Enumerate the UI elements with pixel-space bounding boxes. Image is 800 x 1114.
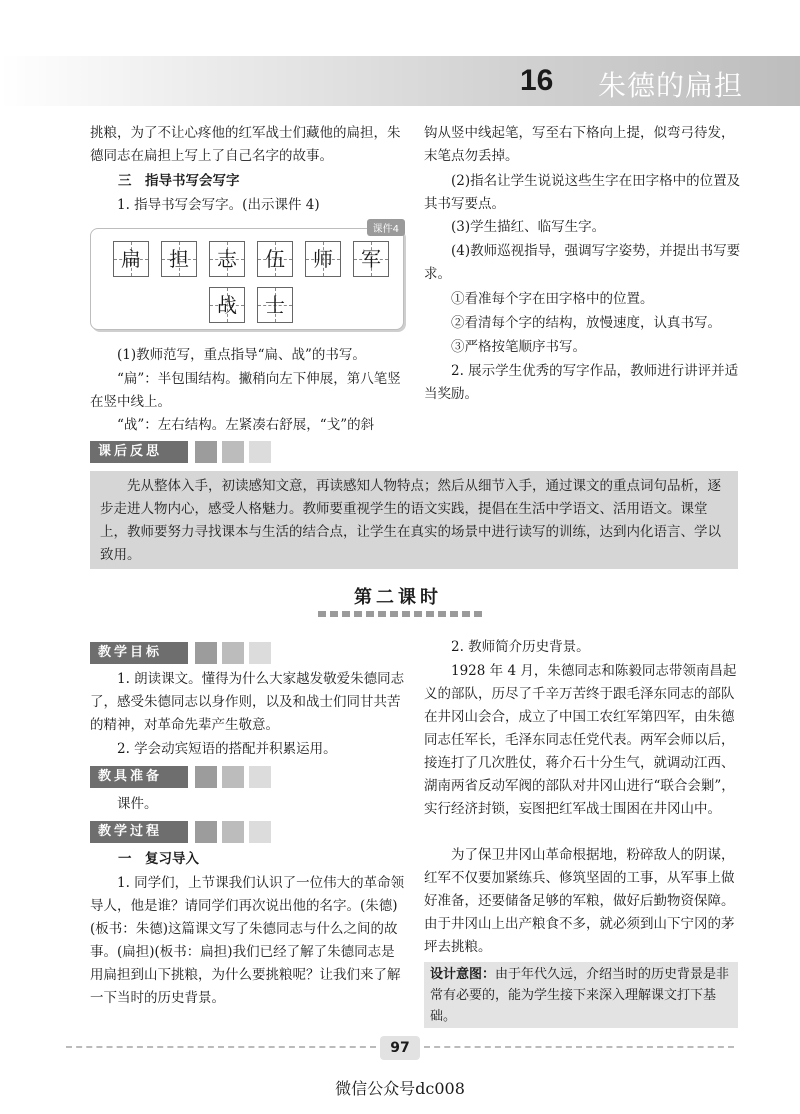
reflection-box	[90, 471, 738, 569]
section-label-goals: 教学目标	[90, 642, 188, 664]
tian-grid-char: 军	[353, 241, 389, 277]
design-intent-label: 设计意图：	[430, 967, 496, 982]
tian-grid-char: 伍	[257, 241, 293, 277]
courseware-tag: 课件4	[367, 219, 405, 236]
page-number: 97	[380, 1036, 420, 1060]
section-label-process: 教学过程	[90, 821, 188, 843]
session-title: 第二课时	[354, 587, 442, 608]
lesson-title: 朱德的扁担	[598, 69, 744, 102]
paragraph-history-1: 1928 年 4 月，朱德同志和陈毅同志带领南昌起义的部队，历尽了千辛万苦终于跟毛泽东同志的部队在井冈山会合，成立了中国工农红军第四军，由朱德同志任军长，毛泽东同志任党代表。两军会师以后，接连打了几次胜仗，蒋介石十分生气，就调动江西、湖南两省反动军阀的部队对井冈山进行“联合会剿”，实行经济封锁，妄图把红军战士围困在井冈山中。	[424, 663, 737, 817]
paragraph-history-2: 为了保卫井冈山革命根据地，粉碎敌人的阴谋，红军不仅要加紧练兵、修筑坚固的工事，从军事上做好准备，还要储备足够的军粮，做好后勤物资保障。由于井冈山上出产粮食不多，就必须到山下宁冈的茅坪去挑粮。	[424, 847, 735, 955]
goal-2: 2. 学会动宾短语的搭配并积累运用。	[117, 741, 337, 757]
tian-grid-char: 担	[161, 241, 197, 277]
design-intent-text	[430, 964, 732, 1027]
requirement-3: ③严格按笔顺序书写。	[451, 339, 586, 355]
paragraph-bian-note: “扁”：半包围结构。撇稍向左下伸展，第八笔竖在竖中线上。	[90, 371, 401, 410]
design-intent-box	[424, 962, 738, 1028]
paragraph-showcase: 2. 展示学生优秀的写字作品，教师进行讲评并适当奖励。	[424, 363, 739, 402]
section-heading-writing: 三 指导书写会写字	[118, 173, 240, 189]
tools-text: 课件。	[117, 796, 158, 812]
tian-grid-char: 志	[209, 241, 245, 277]
paragraph-review-intro: 1. 同学们，上节课我们认识了一位伟大的革命领导人，他是谁？请同学们再次说出他的名字。(朱德)(板书：朱德)这篇课文写了朱德同志与什么之间的故事。(扁担)(板书：扁担)我们已经了解了朱德同志是用扁担到山下挑粮，为什么要挑粮呢？让我们来了解一下当时的历史背景。	[90, 875, 405, 1006]
decor-square	[249, 642, 271, 664]
reflection-text: 先从整体入手，初读感知文意，再读感知人物特点；然后从细节入手，通过课文的重点词句品析，逐步走进人物内心，感受人格魅力。教师要重视学生的语文实践，提倡在生活中学语文、活用语文。课堂上，教师要努力寻找课本与生活的结合点，让学生在真实的场景中进行读写的训练，达到内化语言、学以致用。	[100, 478, 721, 563]
paragraph-zhan-continued: 钩从竖中线起笔，写至右下格向上提，似弯弓待发，末笔点勿丢掉。	[424, 125, 735, 164]
paragraph-story-summary: 挑粮，为了不让心疼他的红军战士们藏他的扁担，朱德同志在扁担上写上了自己名字的故事。	[90, 125, 401, 164]
decor-square	[249, 821, 271, 843]
footer-watermark-text: 微信公众号dc008	[335, 1079, 465, 1098]
decor-square	[195, 441, 217, 463]
footer-divider-right	[424, 1046, 734, 1048]
footer-divider-left	[66, 1046, 376, 1048]
tian-grid-char: 师	[305, 241, 341, 277]
decor-square	[222, 642, 244, 664]
paragraph-step4: (4)教师巡视指导，强调写字姿势，并提出书写要求。	[424, 243, 741, 282]
section-label-tools: 教具准备	[90, 766, 188, 788]
decor-square	[249, 441, 271, 463]
paragraph-model-writing: (1)教师范写，重点指导“扁、战”的书写。	[117, 347, 366, 363]
section-heading-review: 一 复习导入	[118, 851, 199, 867]
paragraph-step2: (2)指名让学生说说这些生字在田字格中的位置及其书写要点。	[424, 173, 741, 212]
decor-square	[249, 766, 271, 788]
paragraph-zhan-note: “战”：左右结构。左紧凑右舒展，“戈”的斜	[117, 417, 375, 433]
decor-square	[195, 766, 217, 788]
decor-square	[222, 766, 244, 788]
decor-square	[195, 821, 217, 843]
design-intent-body: 由于年代久远，介绍当时的历史背景是非常有必要的，能为学生接下来深入理解课文打下基础。	[430, 967, 730, 1024]
requirement-2: ②看清每个字的结构，放慢速度，认真书写。	[451, 315, 721, 331]
section-label-reflection: 课后反思	[90, 441, 188, 463]
paragraph-step3: (3)学生描红、临写生字。	[451, 219, 606, 235]
lesson-number: 16	[520, 64, 554, 97]
step-guide-writing: 1. 指导书写会写字。(出示课件 4)	[117, 197, 320, 213]
tian-grid-char: 士	[257, 287, 293, 323]
decor-square	[222, 441, 244, 463]
session-title-dots	[318, 608, 488, 620]
courseware-card	[90, 224, 404, 330]
goal-1: 1. 朗读课文。懂得为什么大家越发敬爱朱德同志了，感受朱德同志以身作则，以及和战士们同甘共苦的精神，对革命先辈产生敬意。	[90, 671, 405, 733]
requirement-1: ①看准每个字在田字格中的位置。	[451, 291, 654, 307]
paragraph-history-intro: 2. 教师简介历史背景。	[451, 639, 590, 655]
tian-grid-char: 战	[209, 287, 245, 323]
tian-grid-char: 扁	[113, 241, 149, 277]
decor-square	[195, 642, 217, 664]
decor-square	[222, 821, 244, 843]
